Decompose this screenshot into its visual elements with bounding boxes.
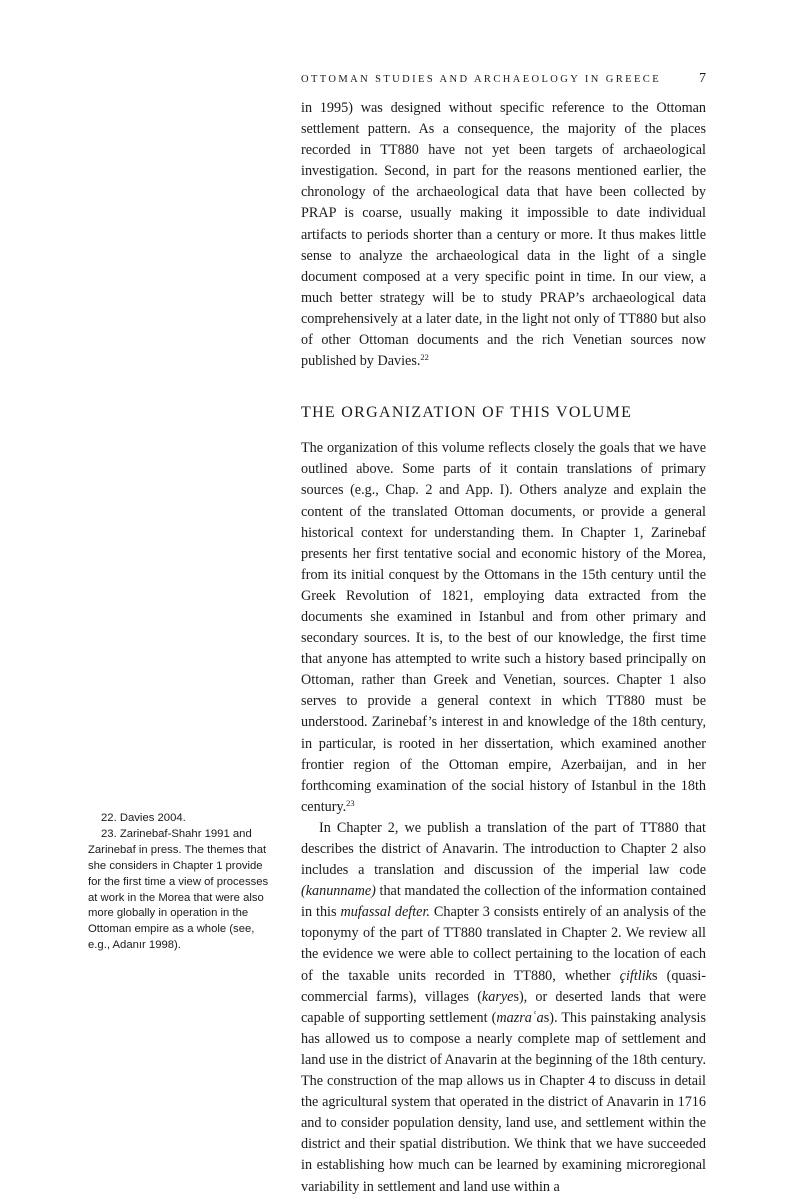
page-number: 7 <box>699 71 706 86</box>
footnote-22: 22. Davies 2004. <box>101 812 186 824</box>
main-text-column <box>301 98 706 1198</box>
footnote-ref-22: 22 <box>420 352 429 363</box>
paragraph-3-text-2: that mandated the collection of the information contained in this <box>301 883 706 921</box>
paragraph-3-text-4: s (quasi-commercial farms), villages ( <box>301 967 706 1005</box>
paragraph-3 <box>301 818 706 1198</box>
paragraph-3-text-5: s), or deserted lands that were capable of supporting settlement ( <box>301 988 706 1026</box>
paragraph-2-text: The organization of this volume reflects closely the goals that we have outlined above. Some parts of it contain translations of primary sources (e.g., Chap. 2 and App. I). Others analyze and explain the content of the translated Ottoman documents, or provide a general historical context for understanding them. In Chapter 1, Zarinebaf presents her first tentative social and economic history of the Morea, from its initial conquest by the Ottomans in the 15th century until the Greek Revolution of 1821, employing data extracted from the documents she examined in Istanbul and from other primary and secondary sources. It is, to the best of our knowledge, the first time that anyone has attempted to write such a history based principally on Ottoman, rather than Greek and Venetian, sources. Chapter 1 also serves to provide a general context in which TT880 must be understood. Zarinebaf’s interest in and knowledge of the 18th century, in particular, is rooted in her dissertation, which examined another frontier region of the Ottoman empire, Azerbaijan, and in her forthcoming examination of the social history of Istanbul in the 18th century. <box>301 440 706 815</box>
footnote-23: 23. Zarinebaf-Shahr 1991 and Zarinebaf in press. The themes that she considers in Chapter 1 provide for the first time a view of processes at work in the Morea that were also more globally in operation in the Ottoman empire as a whole (see, e.g., Adanır 1998). <box>88 827 269 952</box>
paragraph-3-text-3: Chapter 3 consists entirely of an analysis of the toponymy of the part of TT880 translated in Chapter 2. We review all the evidence we were able to collect pertaining to the location of each of the taxable units recorded in TT880, whether <box>301 904 706 984</box>
paragraph-3-text-1: In Chapter 2, we publish a translation of the part of TT880 that describes the district of Anavarin. The introduction to Chapter 2 also includes a translation and discussion of the imperial law code <box>301 819 706 879</box>
paragraph-1 <box>301 98 706 372</box>
paragraph-2 <box>301 438 706 818</box>
paragraph-3-text-6: s). This painstaking analysis has allowed us to compose a nearly complete map of settlement and land use in the district of Anavarin at the beginning of the 18th century. The construction of the map allows us in Chapter 4 to discuss in detail the agricultural system that operated in the district of Anavarin in 1716 and to consider population density, land use, and settlement within the district and their spatial distribution. We think that we have succeeded in establishing how much can be learned by examining microregional variability in settlement and land use within a <box>301 1009 706 1195</box>
section-heading: THE ORGANIZATION OF THIS VOLUME <box>301 404 633 422</box>
term-ciftlik: çiftlik <box>619 967 652 984</box>
running-head <box>301 72 706 92</box>
footnotes <box>88 811 278 954</box>
term-karye: karye <box>481 988 514 1005</box>
footnote-ref-23: 23 <box>346 797 355 808</box>
term-kanunname: (kanunname) <box>301 883 376 900</box>
running-title: OTTOMAN STUDIES AND ARCHAEOLOGY IN GREECE <box>301 74 662 85</box>
paragraph-1-text: in 1995) was designed without specific reference to the Ottoman settlement pattern. As a consequence, the majority of the places recorded in TT880 have not yet been targets of archaeological investigation. Second, in part for the reasons mentioned earlier, the chronology of the archaeological data that have been collected by PRAP is coarse, usually making it impossible to date individual artifacts to periods shorter than a century or more. It thus makes little sense to analyze the archaeological data in the light of a single document composed at a very specific point in time. In our view, a much better strategy will be to study PRAP’s archaeological data comprehensively at a later date, in the light not only of TT880 but also of other Ottoman documents and the rich Venetian sources now published by Davies. <box>301 100 706 370</box>
term-mufassal-defter: mufassal defter. <box>340 904 430 921</box>
term-mazraa: mazraʿa <box>496 1009 544 1026</box>
